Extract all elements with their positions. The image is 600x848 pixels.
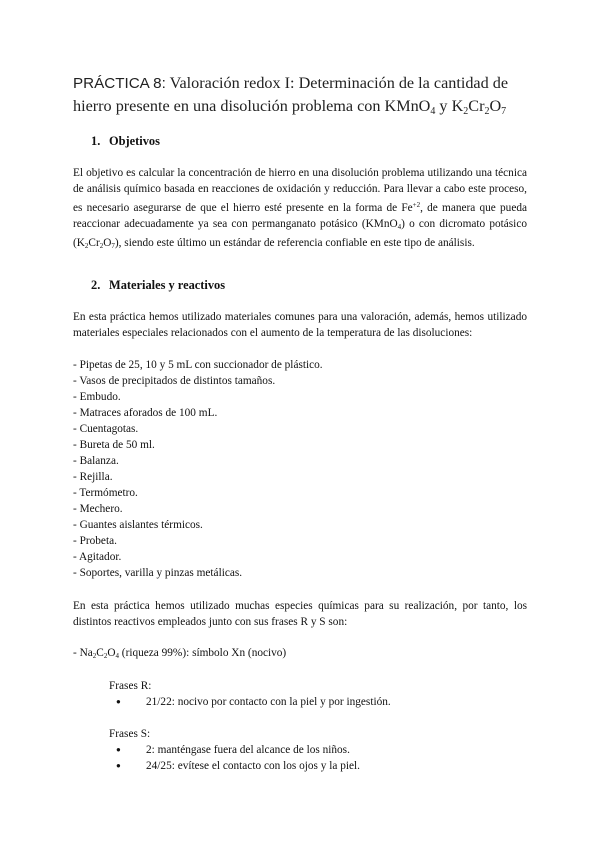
reagent-entry: - $Na_2C_2O_4$ (riqueza 99%): símbolo Xn (nocivo)	[73, 647, 287, 660]
section-heading-materiales: 2. Materiales y reactivos	[91, 278, 226, 292]
frases-s-item: ● 24/25: evítese el contacto con los ojos y la piel.	[116, 760, 360, 772]
bullet-icon: ●	[116, 697, 121, 706]
material-item: - Matraces aforados de 100 mL.	[73, 407, 218, 419]
material-item: - Cuentagotas.	[73, 423, 139, 435]
materials-list	[73, 357, 323, 581]
materiales-intro: En esta práctica hemos utilizado materiales comunes para una valoración, además, hemos utilizado materiales especiales relacionados con el aumento de la temperatura de las disoluciones:	[73, 311, 527, 339]
material-item: - Bureta de 50 ml.	[73, 439, 155, 451]
material-item: - Mechero.	[73, 503, 123, 515]
material-item: - Vasos de precipitados de distintos tamaños.	[73, 375, 276, 387]
material-item: - Guantes aislantes térmicos.	[73, 519, 203, 531]
material-item: - Soportes, varilla y pinzas metálicas.	[73, 567, 243, 579]
material-item: - Balanza.	[73, 455, 119, 467]
frases-r-label: Frases R:	[109, 680, 152, 692]
material-item: - Pipetas de 25, 10 y 5 mL con succionador de plástico.	[73, 359, 323, 371]
material-item: - Probeta.	[73, 535, 117, 547]
material-item: - Embudo.	[73, 391, 121, 403]
page-title: PRÁCTICA 8: Valoración redox I: Determinación de la cantidad de hierro presente en una disolución problema con KMnO$_4$ y $K_2Cr_2O_7$	[73, 74, 509, 117]
bullet-icon: ●	[116, 745, 121, 754]
material-item: - Termómetro.	[73, 487, 138, 499]
section-heading-objetivos: 1. Objetivos	[91, 134, 160, 148]
bullet-icon: ●	[116, 761, 121, 770]
objetivos-paragraph: El objetivo es calcular la concentración de hierro en una disolución problema utilizando una técnica de análisis químico basada en reacciones de oxidación y reducción. Para llevar a cabo este proceso, es necesario asegurarse de que el hierro esté presente en la forma de $Fe^{+2}$, de manera que pueda reaccionar adecuadamente ya sea con permanganato potásico (KMnO$_4$) o con dicromato potásico $(K_2Cr_2O_7)$, siendo este último un estándar de referencia confiable en este tipo de análisis.	[73, 167, 528, 250]
material-item: - Agitador.	[73, 551, 122, 563]
reactivos-intro: En esta práctica hemos utilizado muchas especies químicas para su realización, por tanto, los distintos reactivos empleados junto con sus frases R y S son:	[73, 600, 527, 628]
material-item: - Rejilla.	[73, 471, 113, 483]
frases-s-label: Frases S:	[109, 728, 151, 740]
frases-r-item: ● 21/22: nocivo por contacto con la piel y por ingestión.	[116, 696, 391, 708]
frases-s-item: ● 2: manténgase fuera del alcance de los niños.	[116, 744, 350, 756]
